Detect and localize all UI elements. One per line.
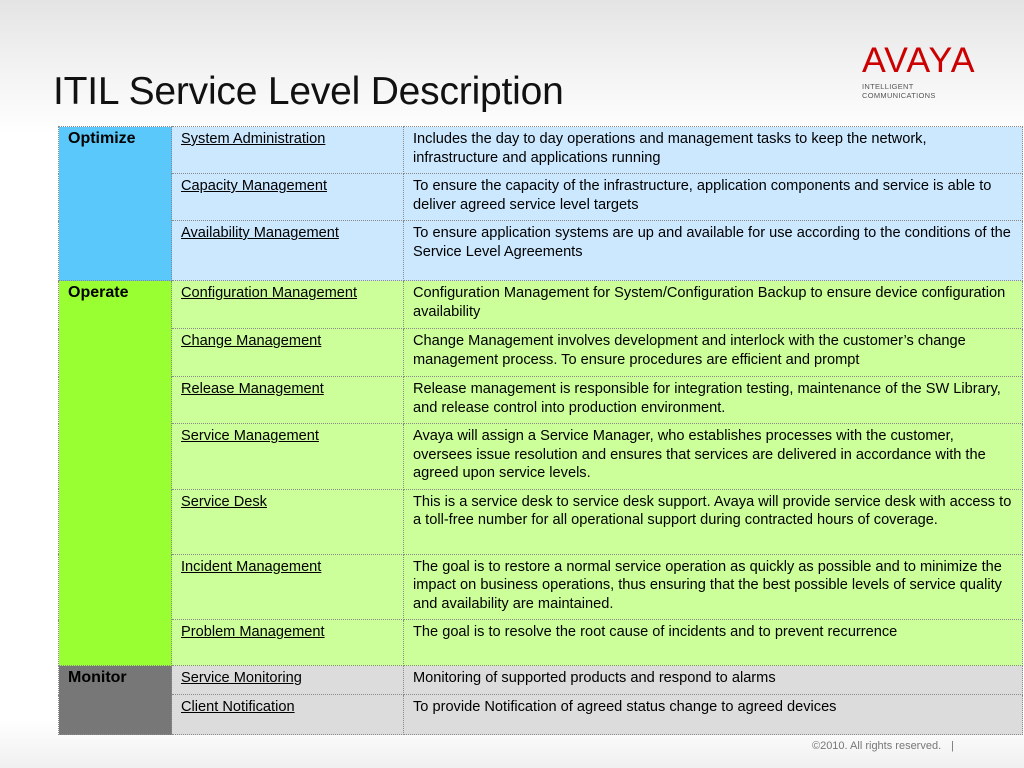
copyright-text: ©2010. All rights reserved. [811,740,942,752]
service-description: Monitoring of supported products and respond to alarms [404,666,1023,695]
table-row [59,174,1023,221]
service-description: Avaya will assign a Service Manager, who establishes processes with the customer, oversees issue resolution and ensures that services are delivered in accordance with the agreed upon service levels. [404,424,1023,490]
table-row [59,554,1023,620]
service-description: Configuration Management for System/Configuration Backup to ensure device configuration availability [404,281,1023,329]
service-link[interactable]: Client Notification [181,699,295,715]
table-row [59,281,1023,329]
service-link[interactable]: Release Management [181,381,324,397]
table-row [59,377,1023,424]
table-row [59,221,1023,281]
service-name [172,489,404,554]
table-row [59,666,1023,695]
footer-separator: | [951,740,954,752]
service-name [172,695,404,735]
service-link[interactable]: Availability Management [181,225,339,241]
table-row [59,620,1023,666]
service-description: To ensure application systems are up and available for use according to the conditions of the Service Level Agreements [404,221,1023,281]
group-optimize: Optimize [59,127,172,281]
service-description: To provide Notification of agreed status change to agreed devices [404,695,1023,735]
service-name [172,620,404,666]
slide-title: ITIL Service Level Description [53,70,564,113]
service-name [172,329,404,377]
service-link[interactable]: Incident Management [181,558,322,575]
service-name [172,127,404,174]
service-link[interactable]: Service Monitoring [181,670,302,686]
table-row [59,489,1023,554]
service-link[interactable]: Configuration Management [181,285,358,301]
service-name [172,554,404,620]
service-link[interactable]: Service Desk [181,493,267,510]
logo-tagline: INTELLIGENT COMMUNICATIONS [862,82,936,100]
service-link[interactable]: Service Management [181,428,319,444]
service-description: The goal is to resolve the root cause of incidents and to prevent recurrence [404,620,1023,666]
table-row [59,329,1023,377]
service-name [172,424,404,490]
logo-word: AVAYA [862,41,976,80]
service-description: The goal is to restore a normal service operation as quickly as possible and to minimize the impact on business operations, thus ensuring that the best possible levels of service quality and availability are maintained. [404,554,1023,620]
service-link[interactable]: Capacity Management [181,178,328,194]
service-description: Release management is responsible for integration testing, maintenance of the SW Library, and release control into production environment. [404,377,1023,424]
service-description: To ensure the capacity of the infrastructure, application components and service is able to deliver agreed service level targets [404,174,1023,221]
group-monitor: Monitor [59,666,172,735]
service-link[interactable]: Problem Management [181,624,325,640]
service-name [172,281,404,329]
service-name [172,666,404,695]
footer [812,740,954,752]
avaya-logo [862,40,982,100]
service-name [172,377,404,424]
service-link[interactable]: Change Management [181,333,322,349]
table-row [59,424,1023,490]
service-link[interactable]: System Administration [181,131,326,147]
table-row [59,127,1023,174]
service-name [172,174,404,221]
service-description: Change Management involves development and interlock with the customer’s change management process. To ensure procedures are efficient and prompt [404,329,1023,377]
service-description: Includes the day to day operations and management tasks to keep the network, infrastructure and applications running [404,127,1023,174]
group-operate: Operate [59,281,172,666]
table-row [59,695,1023,735]
service-name [172,221,404,281]
itil-service-table [58,126,1023,735]
service-description: This is a service desk to service desk support. Avaya will provide service desk with access to a toll-free number for all operational support during contracted hours of coverage. [404,489,1023,554]
